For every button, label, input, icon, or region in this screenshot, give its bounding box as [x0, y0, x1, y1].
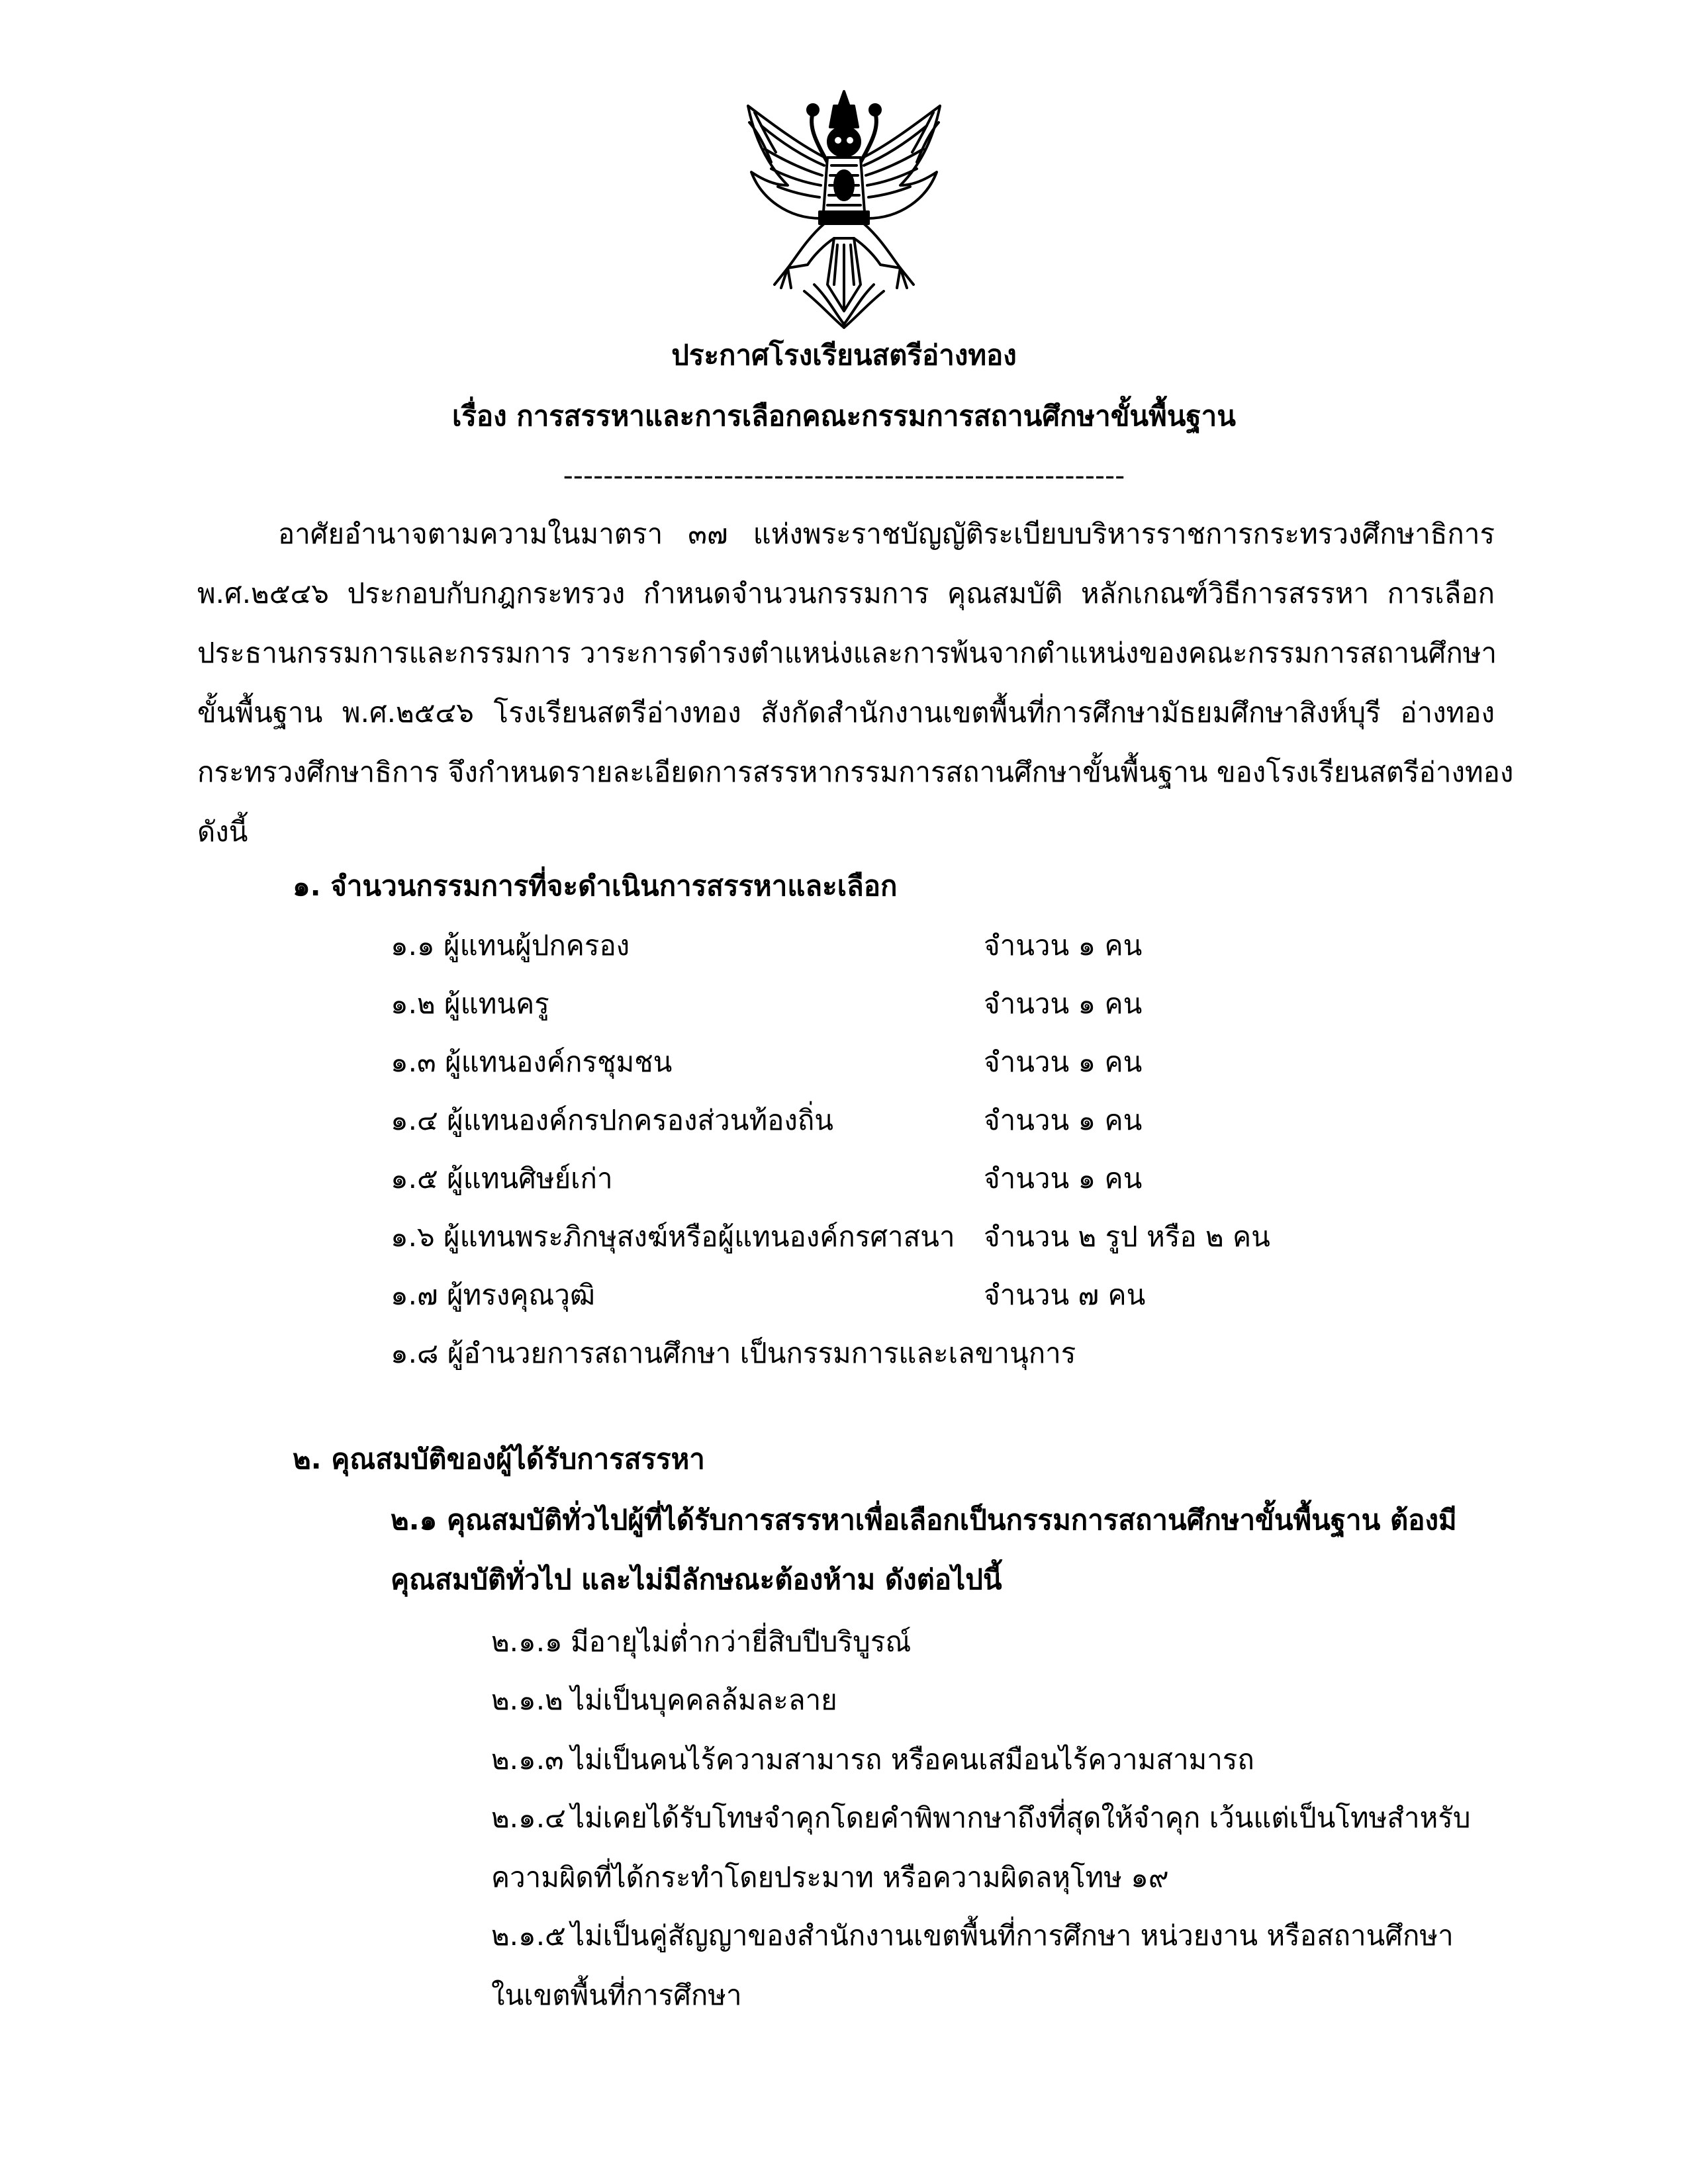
committee-item-label: ๑.๑ ผู้แทนผู้ปกครอง	[391, 929, 630, 962]
section-2-1-heading-line-2: คุณสมบัติทั่วไป และไม่มีลักษณะต้องห้าม ดังต่อไปนี้	[391, 1563, 1002, 1596]
qualification-item	[491, 1625, 1444, 1659]
intro-line-6: ดังนี้	[197, 815, 248, 848]
qualification-number: ๒.๑.๕	[491, 1919, 566, 1952]
qualification-text: มีอายุไม่ต่ำกว่ายี่สิบปีบริบูรณ์	[571, 1625, 912, 1658]
intro-line-4: ขั้นพื้นฐาน พ.ศ.๒๕๔๖ โรงเรียนสตรีอ่างทอง สังกัดสำนักงานเขตพื้นที่การศึกษามัธยมศึกษาสิงห์บุรี อ่างทอง	[197, 696, 1495, 729]
section-2-1-heading-line-1: ๒.๑ คุณสมบัติทั่วไปผู้ที่ได้รับการสรรหาเพื่อเลือกเป็นกรรมการสถานศึกษาขั้นพื้นฐาน ต้องมี	[391, 1504, 1457, 1536]
document-subject: เรื่อง การสรรหาและการเลือกคณะกรรมการสถานศึกษาขั้นพื้นฐาน	[452, 400, 1236, 432]
committee-item-count: จำนวน ๗ คน	[984, 1279, 1146, 1311]
committee-item-count: จำนวน ๑ คน	[984, 1104, 1143, 1136]
qualification-text: ไม่เป็นบุคคลล้มละลาย	[571, 1684, 837, 1716]
garuda-emblem-icon	[735, 86, 953, 331]
qualification-number: ๒.๑.๑	[491, 1625, 563, 1658]
intro-line-5: กระทรวงศึกษาธิการ จึงกำหนดรายละเอียดการสรรหากรรมการสถานศึกษาขั้นพื้นฐาน ของโรงเรียนสตรีอ่างทอง	[197, 756, 1514, 788]
qualification-number: ๒.๑.๒	[491, 1684, 563, 1716]
qualification-continuation: ความผิดที่ได้กระทำโดยประมาท หรือความผิดลหุโทษ ๑๙	[491, 1861, 1169, 1893]
committee-item-count: จำนวน ๑ คน	[984, 1046, 1143, 1078]
qualification-text: ไม่เป็นคู่สัญญาของสำนักงานเขตพื้นที่การศึกษา หน่วยงาน หรือสถานศึกษา	[571, 1919, 1454, 1952]
document-title: ประกาศโรงเรียนสตรีอ่างทอง	[671, 339, 1017, 371]
committee-item-label: ๑.๓ ผู้แทนองค์กรชุมชน	[391, 1046, 673, 1078]
committee-item-count: จำนวน ๑ คน	[984, 1162, 1143, 1195]
committee-item-label: ๑.๒ ผู้แทนครู	[391, 987, 549, 1020]
committee-item-count: จำนวน ๑ คน	[984, 929, 1143, 962]
committee-item-count: จำนวน ๑ คน	[984, 987, 1143, 1020]
qualification-item	[491, 1801, 1471, 1835]
committee-item-count: จำนวน ๒ รูป หรือ ๒ คน	[984, 1220, 1270, 1253]
qualification-text: ไม่เคยได้รับโทษจำคุกโดยคำพิพากษาถึงที่สุดให้จำคุก เว้นแต่เป็นโทษสำหรับ	[571, 1801, 1471, 1834]
qualification-number: ๒.๑.๓	[491, 1743, 564, 1776]
committee-item-label: ๑.๘ ผู้อำนวยการสถานศึกษา เป็นกรรมการและเลขานุการ	[391, 1337, 1076, 1369]
committee-item-label: ๑.๖ ผู้แทนพระภิกษุสงฆ์หรือผู้แทนองค์กรศาสนา	[391, 1220, 955, 1253]
section-2-heading: ๒. คุณสมบัติของผู้ได้รับการสรรหา	[293, 1443, 705, 1475]
qualification-continuation: ในเขตพื้นที่การศึกษา	[491, 1979, 742, 2011]
section-1-heading: ๑. จำนวนกรรมการที่จะดำเนินการสรรหาและเลือก	[293, 870, 898, 902]
qualification-number: ๒.๑.๔	[491, 1801, 566, 1834]
qualification-item	[491, 1684, 1444, 1717]
committee-item-label: ๑.๗ ผู้ทรงคุณวุฒิ	[391, 1279, 595, 1311]
intro-line-3: ประธานกรรมการและกรรมการ วาระการดำรงตำแหน่งและการพ้นจากตำแหน่งของคณะกรรมการสถานศึกษา	[197, 637, 1497, 669]
committee-item-label: ๑.๕ ผู้แทนศิษย์เก่า	[391, 1162, 613, 1195]
separator-line: --------------------------------------------------------	[563, 459, 1125, 492]
intro-line-1: อาศัยอำนาจตามความในมาตรา ๓๗ แห่งพระราชบัญญัติระเบียบบริหารราชการกระทรวงศึกษาธิการ	[278, 518, 1495, 550]
qualification-text: ไม่เป็นคนไร้ความสามารถ หรือคนเสมือนไร้ความสามารถ	[571, 1743, 1254, 1776]
committee-item-label: ๑.๔ ผู้แทนองค์กรปกครองส่วนท้องถิ่น	[391, 1104, 834, 1136]
qualification-item	[491, 1743, 1444, 1776]
qualification-item	[491, 1919, 1454, 1952]
intro-line-2: พ.ศ.๒๕๔๖ ประกอบกับกฎกระทรวง กำหนดจำนวนกรรมการ คุณสมบัติ หลักเกณฑ์วิธีการสรรหา การเลือก	[197, 577, 1495, 610]
